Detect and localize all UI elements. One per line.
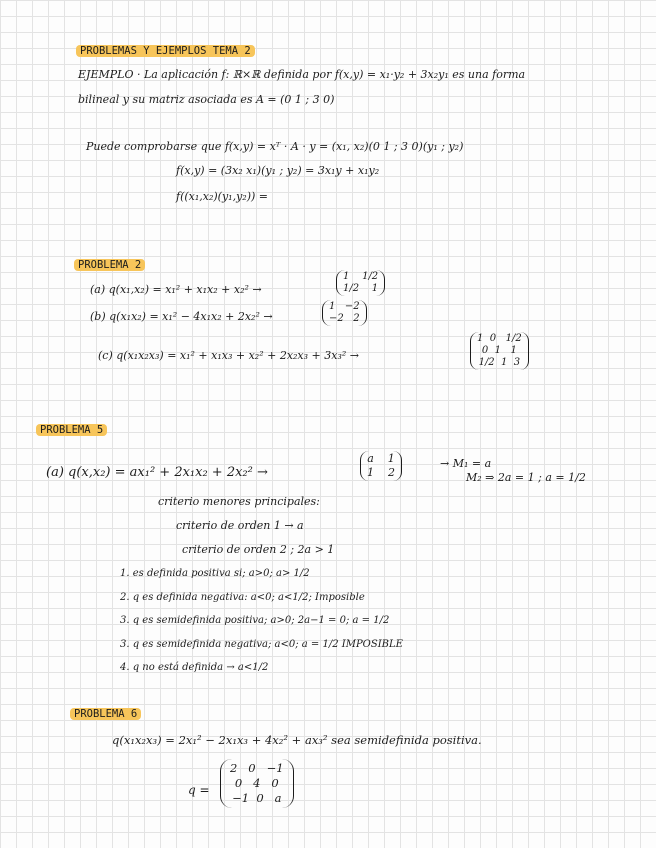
p2-a-matrix [336,270,385,296]
problema-2-title: PROBLEMA 2 [74,259,145,271]
ejemplo-line-2: bilineal y su matriz asociada es A = (0 1 ; 3 0) [78,93,335,106]
matrix-row: 1/2 1 [343,283,379,294]
title-highlight: PROBLEMAS Y EJEMPLOS TEMA 2 [76,45,255,57]
p6-q-label: q = [188,783,210,797]
p2-c-matrix [470,332,529,370]
matrix-row: 0 4 0 [234,776,279,790]
p5-case-1: 1. es definida positiva si; a>0; a> 1/2 [120,568,310,579]
p2-item-a: (a) q(x₁,x₂) = x₁² + x₁x₂ + x₂² → [90,283,262,296]
matrix-row: −1 0 a [232,791,282,805]
matrix-row: 1 −2 [329,301,360,312]
p5-criterion-2: criterio de orden 2 ; 2a > 1 [182,543,335,556]
p5-case-3: 3. q es semidefinida positiva; a>0; 2a−1 = 0; a = 1/2 [120,615,390,626]
p5-minor-2: M₂ ⇒ 2a = 1 ; a = 1/2 [466,471,586,484]
matrix-row: 2 0 −1 [230,761,284,775]
p2-item-b: (b) q(x₁x₂) = x₁² − 4x₁x₂ + 2x₂² → [90,310,273,323]
p6-matrix [220,759,294,808]
ejemplo-line-1: EJEMPLO · La aplicación f: ℝ×ℝ definida por f(x,y) = x₁·y₂ + 3x₂y₁ es una forma [78,68,526,81]
matrix-row: 1 0 1/2 [477,333,522,344]
p5-criterion: criterio menores principales: [158,495,320,508]
matrix-row: 0 1 1 [481,345,517,356]
matrix-row: a 1 [367,452,395,465]
ejemplo-line-5: f((x₁,x₂)(y₁,y₂)) = [176,190,269,203]
p2-b-matrix [322,300,367,326]
matrix-row: −2 2 [329,313,360,324]
p5-minor-1: → M₁ = a [440,457,492,470]
p5-case-5: 4. q no está definida → a<1/2 [120,662,269,673]
matrix-row: 1 1/2 [343,271,379,282]
p5-a-matrix [360,451,402,481]
ejemplo-line-3: Puede comprobarse que f(x,y) = xᵀ · A · y = (x₁, x₂)(0 1 ; 3 0)(y₁ ; y₂) [86,140,464,153]
p5-item-a: (a) q(x,x₂) = ax₁² + 2x₁x₂ + 2x₂² → [46,465,268,480]
problema-6-title: PROBLEMA 6 [70,708,141,720]
p5-case-4: 3. q es semidefinida negativa; a<0; a = 1/2 IMPOSIBLE [120,639,403,650]
p5-criterion-1: criterio de orden 1 → a [176,519,304,532]
matrix-row: 1/2 1 3 [478,357,521,368]
matrix-row: 1 2 [367,466,395,479]
p5-case-2: 2. q es definida negativa: a<0; a<1/2; Imposible [120,592,365,603]
p6-statement: q(x₁x₂x₃) = 2x₁² − 2x₁x₃ + 4x₂² + ax₃² sea semidefinida positiva. [112,733,482,747]
ejemplo-line-4: f(x,y) = (3x₂ x₁)(y₁ ; y₂) = 3x₁y + x₁y₂ [176,164,380,177]
p2-item-c: (c) q(x₁x₂x₃) = x₁² + x₁x₃ + x₂² + 2x₂x₃ + 3x₃² → [98,349,359,362]
problema-5-title: PROBLEMA 5 [36,424,107,436]
